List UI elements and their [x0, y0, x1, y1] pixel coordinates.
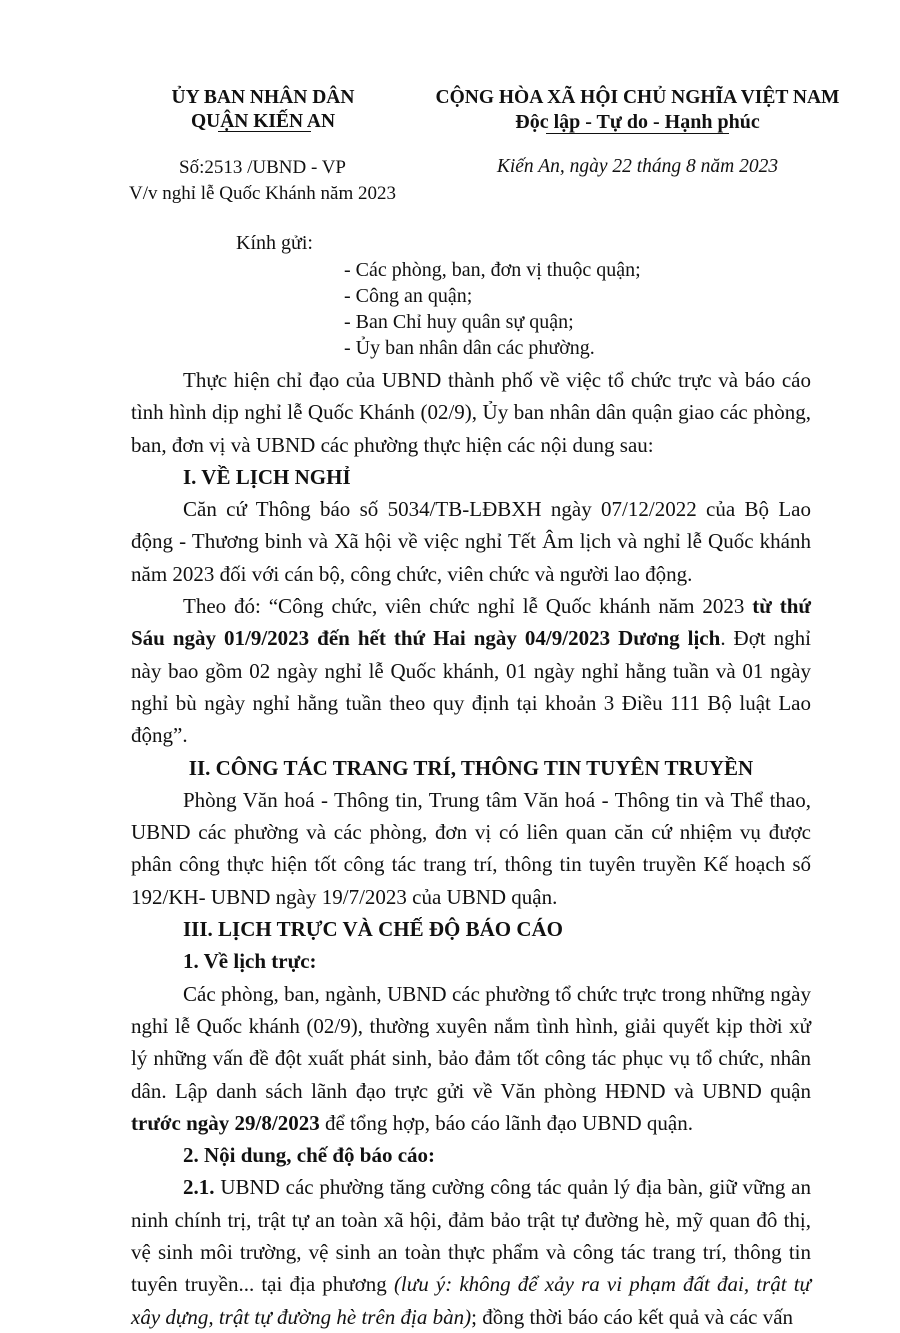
recipients-label: Kính gửi:: [236, 232, 313, 254]
place-and-date: Kiến An, ngày 22 tháng 8 năm 2023: [496, 156, 779, 177]
subsection-1-paragraph: [131, 978, 811, 1139]
recipient-item: - Ủy ban nhân dân các phường.: [344, 337, 595, 359]
text-run: ; đồng thời báo cáo kết quả và các vấn: [471, 1304, 794, 1329]
national-header: [415, 86, 860, 134]
national-title: CỘNG HÒA XÃ HỘI CHỦ NGHĨA VIỆT NAM: [435, 87, 840, 108]
motto-underline: [546, 133, 729, 134]
document-subject: V/v nghỉ lễ Quốc Khánh năm 2023: [128, 183, 396, 204]
note-italic: (lưu ý: không để xảy ra vi phạm đất đai, trật tự xây dựng, trật tự đường hè trên địa bàn): [131, 1272, 812, 1329]
section-1-paragraph-1: Căn cứ Thông báo số 5034/TB-LĐBXH ngày 07/12/2022 của Bộ Lao động - Thương binh và Xã hội về việc nghỉ Tết Âm lịch và nghỉ lễ Quốc khánh năm 2023 đối với cán bộ, công chức, viên chức và người lao động.: [131, 497, 811, 586]
intro-paragraph: Thực hiện chỉ đạo của UBND thành phố về việc tổ chức trực và báo cáo tình hình dịp nghỉ lễ Quốc Khánh (02/9), Ủy ban nhân dân quận giao các phòng, ban, đơn vị và UBND các phường thực hiện các nội dung sau:: [131, 368, 811, 457]
subsection-2-heading: 2. Nội dung, chế độ báo cáo:: [183, 1143, 436, 1168]
section-2-heading: II. CÔNG TÁC TRANG TRÍ, THÔNG TIN TUYÊN TRUYỀN: [188, 755, 754, 780]
section-1-heading: I. VỀ LỊCH NGHỈ: [183, 464, 351, 489]
text-run: để tổng hợp, báo cáo lãnh đạo UBND quận.: [319, 1110, 693, 1135]
document-body: [131, 364, 811, 1333]
national-motto: Độc lập - Tự do - Hạnh phúc: [515, 111, 760, 133]
text-run: Các phòng, ban, ngành, UBND các phường tổ chức trực trong những ngày nghỉ lễ Quốc khánh (02/9), thường xuyên nắm tình hình, giải quyết kịp thời xử lý những vấn đề đột xuất phát sinh, bảo đảm tốt công tác phục vụ tổ chức, nhân dân. Lập danh sách lãnh đạo trực gửi về Văn phòng HĐND và UBND quận: [131, 981, 811, 1103]
section-1-paragraph-2: [131, 590, 811, 751]
issuing-authority: [133, 86, 393, 134]
org-name-line2: QUẬN KIẾN AN: [190, 111, 336, 132]
text-run: Theo đó: “Công chức, viên chức nghỉ lễ Quốc khánh năm 2023: [183, 594, 753, 619]
deadline-bold: trước ngày 29/8/2023: [131, 1110, 320, 1135]
section-2-paragraph-1: Phòng Văn hoá - Thông tin, Trung tâm Văn hoá - Thông tin và Thể thao, UBND các phường và các phòng, đơn vị có liên quan căn cứ nhiệm vụ được phân công thực hiện tốt công tác trang trí, thông tin tuyên truyền Kế hoạch số 192/KH- UBND ngày 19/7/2023 của UBND quận.: [131, 787, 811, 909]
org-underline: [218, 131, 311, 132]
document-reference: [120, 155, 405, 207]
holiday-period-bold: từ thứ Sáu ngày 01/9/2023 đến hết thứ Hai ngày 04/9/2023 Dương lịch: [131, 594, 811, 651]
recipient-item: - Các phòng, ban, đơn vị thuộc quận;: [344, 259, 641, 281]
recipients-list: [344, 257, 641, 361]
subsection-1-heading: 1. Về lịch trực:: [183, 949, 317, 974]
text-run: . Đợt nghỉ này bao gồm 02 ngày nghỉ lễ Quốc khánh, 01 ngày nghỉ hằng tuần và 01 ngày nghỉ bù ngày nghỉ hằng tuần theo quy định tại khoản 3 Điều 111 Bộ luật Lao động”.: [131, 626, 811, 748]
subsection-2-1-paragraph: [131, 1171, 811, 1332]
recipient-item: - Công an quận;: [344, 285, 473, 307]
org-name-line1: ỦY BAN NHÂN DÂN: [171, 87, 355, 108]
recipient-item: - Ban Chỉ huy quân sự quận;: [344, 311, 574, 333]
text-run: UBND các phường tăng cường công tác quản lý địa bàn, giữ vững an ninh chính trị, trật tự an toàn xã hội, đảm bảo trật tự đường hè, mỹ quan đô thị, vệ sinh môi trường, vệ sinh an toàn thực phẩm và công tác trang trí, thông tin tuyên truyền... tại địa phương: [131, 1175, 811, 1297]
section-3-heading: III. LỊCH TRỰC VÀ CHẾ ĐỘ BÁO CÁO: [183, 917, 563, 942]
item-number-bold: 2.1.: [183, 1175, 215, 1200]
document-number: Số:2513 /UBND - VP: [179, 157, 346, 178]
